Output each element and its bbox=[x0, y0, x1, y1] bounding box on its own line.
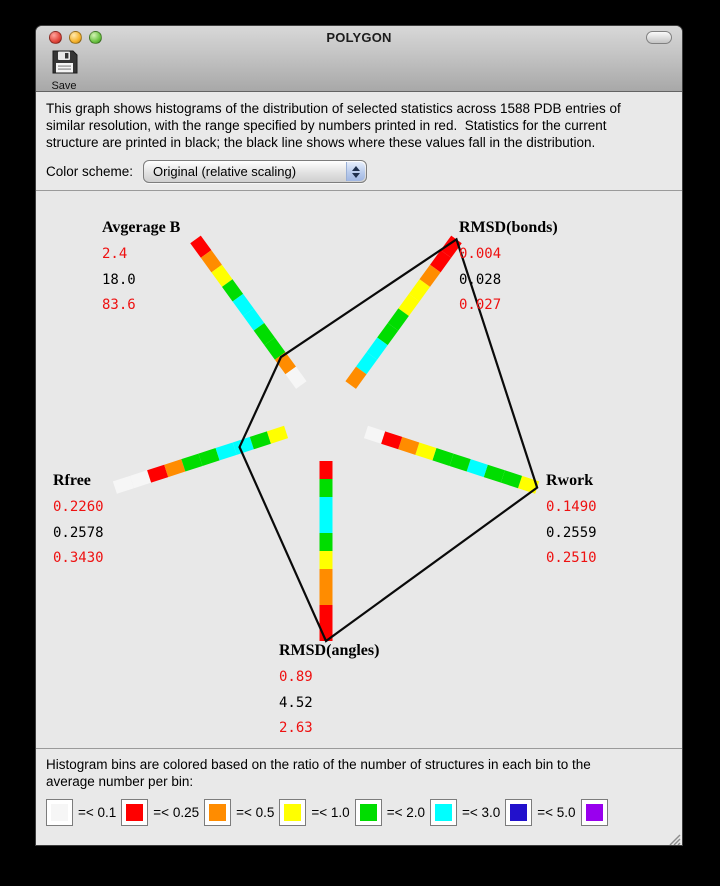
axis-label-rwork bbox=[546, 472, 597, 572]
legend-bin bbox=[204, 799, 274, 826]
axis-name: Rwork bbox=[546, 472, 594, 489]
bin-label: =< 0.1 bbox=[78, 805, 117, 820]
bin-label: =< 5.0 bbox=[537, 805, 576, 820]
bin-swatch bbox=[581, 799, 608, 826]
description-line: structure are printed in black; the black line shows where these values fall in the distribution. bbox=[46, 135, 596, 150]
legend-row bbox=[46, 799, 672, 826]
bin-label: =< 3.0 bbox=[461, 805, 501, 820]
legend-bin bbox=[355, 799, 425, 826]
axis-current-value: 0.2578 bbox=[53, 524, 104, 541]
polygon-chart bbox=[36, 191, 682, 748]
bin-label: =< 0.5 bbox=[236, 805, 275, 820]
legend-bin bbox=[121, 799, 199, 826]
axis-min-value: 2.4 bbox=[102, 246, 128, 262]
axis-name: RMSD(angles) bbox=[279, 642, 380, 659]
axis-current-value: 4.52 bbox=[279, 694, 313, 711]
axis-current-value: 0.028 bbox=[459, 271, 502, 288]
floppy-disk-icon bbox=[51, 50, 78, 74]
window-chrome bbox=[36, 26, 682, 92]
legend-bin bbox=[581, 799, 613, 826]
save-button-label: Save bbox=[51, 80, 77, 92]
color-scheme-select[interactable] bbox=[143, 160, 367, 183]
save-button[interactable] bbox=[44, 50, 84, 90]
bin-swatch bbox=[505, 799, 532, 826]
bin-swatch bbox=[121, 799, 148, 826]
axis-max-value: 83.6 bbox=[102, 297, 136, 313]
bin-label: =< 0.25 bbox=[153, 805, 200, 820]
bin-swatch bbox=[430, 799, 457, 826]
axis-max-value: 0.3430 bbox=[53, 550, 104, 566]
legend-bin bbox=[430, 799, 500, 826]
polygon-window bbox=[35, 25, 683, 846]
color-scheme-row bbox=[46, 160, 672, 183]
axis-min-value: 0.1490 bbox=[546, 499, 597, 515]
bin-swatch bbox=[46, 799, 73, 826]
bin-label: =< 1.0 bbox=[311, 805, 350, 820]
axis-max-value: 0.027 bbox=[459, 297, 502, 313]
axis-label-average-b bbox=[102, 219, 180, 319]
resize-grip[interactable] bbox=[667, 832, 681, 846]
bin-label: =< 2.0 bbox=[386, 805, 425, 820]
titlebar[interactable] bbox=[36, 26, 682, 48]
window-title: POLYGON bbox=[326, 30, 392, 45]
color-scheme-label: Color scheme: bbox=[46, 164, 134, 179]
legend-note-line: average number per bin: bbox=[46, 774, 194, 789]
axis-min-value: 0.004 bbox=[459, 246, 502, 262]
bin-swatch bbox=[204, 799, 231, 826]
axis-max-value: 0.2510 bbox=[546, 550, 597, 566]
axis-label-rmsd-angles bbox=[279, 642, 379, 742]
legend-bin bbox=[46, 799, 116, 826]
axis-name: Avgerage B bbox=[102, 219, 181, 236]
axis-max-value: 2.63 bbox=[279, 720, 313, 736]
description-line: similar resolution, with the range specified by numbers printed in red. Statistics for the current bbox=[46, 118, 607, 133]
axis-current-value: 0.2559 bbox=[546, 524, 597, 541]
bin-swatch bbox=[279, 799, 306, 826]
axis-label-rmsd-bonds bbox=[459, 219, 558, 319]
legend-note-line: Histogram bins are colored based on the ratio of the number of structures in each bin to the bbox=[46, 757, 591, 772]
axis-min-value: 0.89 bbox=[279, 669, 313, 685]
legend-panel bbox=[36, 748, 682, 846]
toolbar-toggle-button[interactable] bbox=[646, 31, 672, 44]
axis-label-rfree bbox=[53, 472, 104, 572]
bin-swatch bbox=[355, 799, 382, 826]
axis-current-value: 18.0 bbox=[102, 271, 136, 288]
description-panel bbox=[36, 92, 682, 191]
color-scheme-value: Original (relative scaling) bbox=[153, 164, 297, 179]
description-line: This graph shows histograms of the distribution of selected statistics across 1588 PDB entries of bbox=[46, 101, 621, 116]
axis-name: RMSD(bonds) bbox=[459, 219, 558, 236]
axis-min-value: 0.2260 bbox=[53, 499, 104, 515]
popup-arrows-icon bbox=[346, 162, 365, 181]
legend-bin bbox=[505, 799, 575, 826]
legend-bin bbox=[279, 799, 349, 826]
axis-name: Rfree bbox=[53, 472, 91, 489]
